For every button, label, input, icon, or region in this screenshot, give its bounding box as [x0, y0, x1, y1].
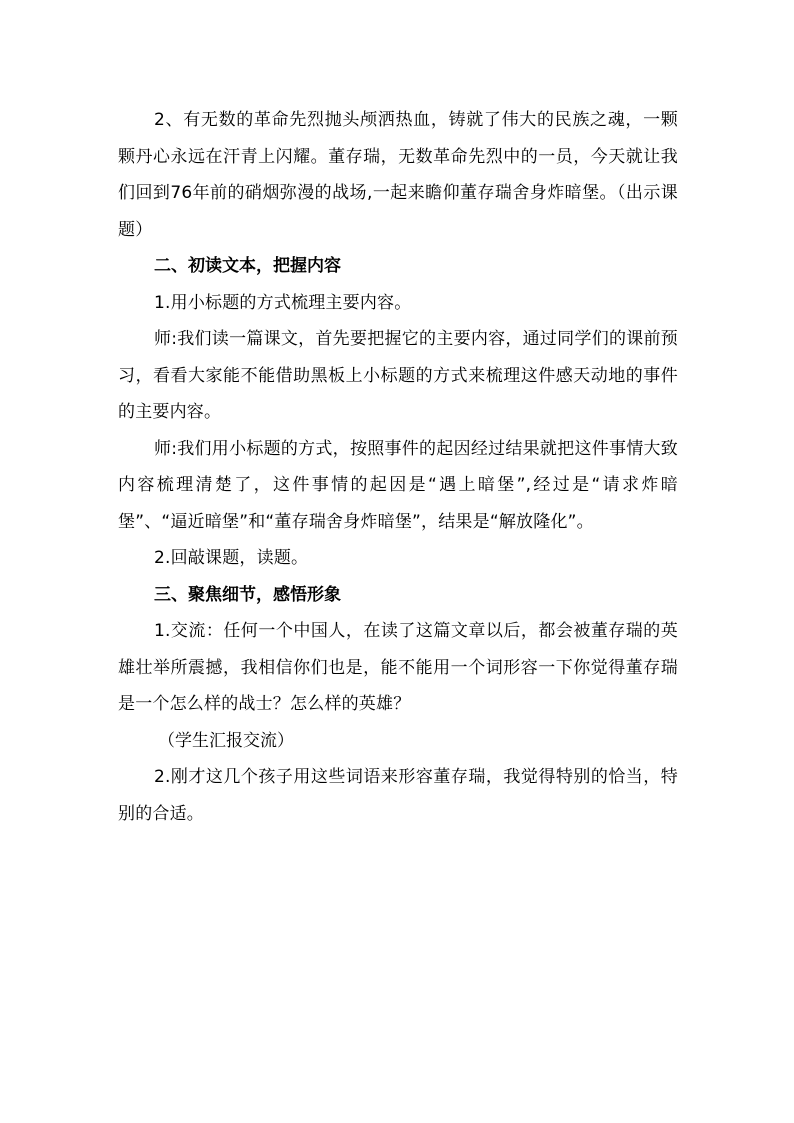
- paragraph-intro-2: 2、有无数的革命先烈抛头颅洒热血，铸就了伟大的民族之魂，一颗颗丹心永远在汗青上闪耀。董存瑞，无数革命先烈中的一员，今天就让我们回到76年前的硝烟弥漫的战场,一起来瞻仰董存瑞舍身炸暗堡。（出示课题）: [118, 110, 678, 240]
- paragraph-student-report: （学生汇报交流）: [158, 730, 294, 751]
- paragraph-step-3-2: 2.刚才这几个孩子用这些词语来形容董存瑞，我觉得特别的恰当，特别的合适。: [118, 767, 678, 824]
- paragraph-teacher-2: 师:我们用小标题的方式，按照事件的起因经过结果就把这件事情大致内容梳理清楚了，这件事情的起因是“遇上暗堡”,经过是“请求炸暗堡”、“逼近暗堡”和“董存瑞舍身炸暗堡”，结果是“解放隆化”。: [118, 438, 678, 532]
- section-heading-2: 二、初读文本，把握内容: [154, 256, 341, 276]
- paragraph-step-2-1: 1.用小标题的方式梳理主要内容。: [154, 292, 412, 313]
- document-body: [118, 102, 678, 832]
- paragraph-step-2-2: 2.回敲课题，读题。: [154, 548, 309, 568]
- paragraph-step-3-1: 1.交流：任何一个中国人，在读了这篇文章以后，都会被董存瑞的英雄壮举所震撼，我相信你们也是，能不能用一个词形容一下你觉得董存瑞是一个怎么样的战士？怎么样的英雄？: [118, 621, 678, 714]
- section-heading-3: 三、聚焦细节，感悟形象: [154, 584, 341, 605]
- paragraph-teacher-1: 师:我们读一篇课文，首先要把握它的主要内容，通过同学们的课前预习，看看大家能不能借助黑板上小标题的方式来梳理这件感天动地的事件的主要内容。: [118, 329, 678, 422]
